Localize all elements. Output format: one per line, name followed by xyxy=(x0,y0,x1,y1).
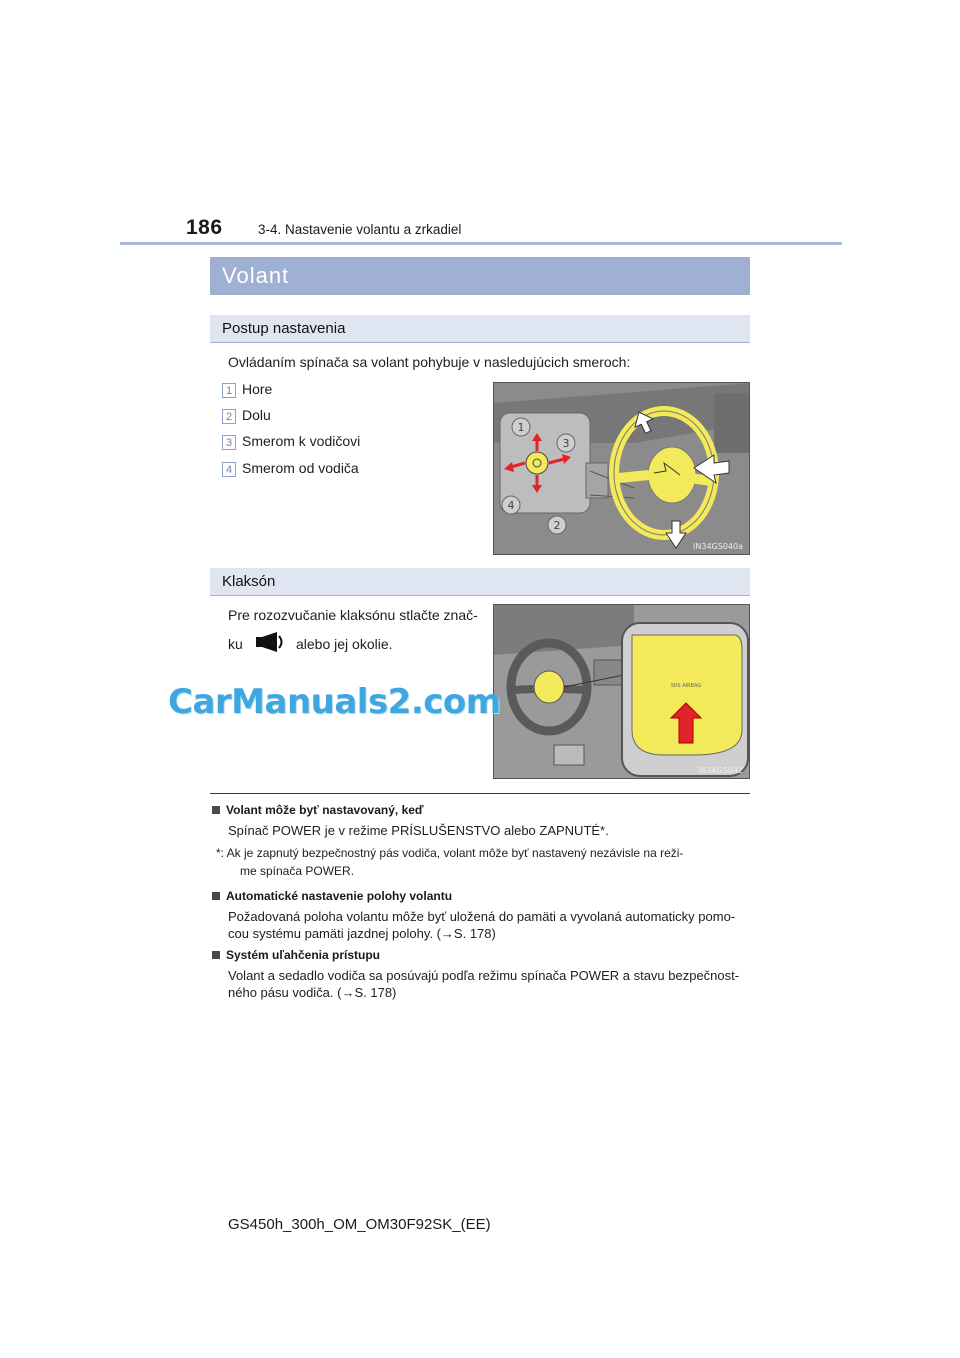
watermark-logo: CarManuals2.com xyxy=(168,682,501,722)
note-text: cou systému pamäti jazdnej polohy. (→S. 178) xyxy=(228,926,496,941)
header-divider xyxy=(120,242,842,245)
item-number-badge: 3 xyxy=(222,435,236,450)
document-code-footer: GS450h_300h_OM_OM30F92SK_(EE) xyxy=(228,1216,491,1233)
section-title-bar xyxy=(210,257,750,295)
section-title: Volant xyxy=(222,263,290,288)
figure-label: 1 xyxy=(517,421,525,434)
horn-text-line1: Pre rozozvučanie klaksónu stlačte znač- xyxy=(228,607,478,623)
figure-code: IN34GS042 xyxy=(697,766,743,775)
note-footnote-continued: me spínača POWER. xyxy=(240,864,355,878)
horn-heading-bar xyxy=(210,568,750,596)
item-label: Smerom od vodiča xyxy=(242,460,359,476)
breadcrumb: 3-4. Nastavenie volantu a zrkadiel xyxy=(258,222,462,237)
steering-adjust-drawing xyxy=(494,383,750,555)
figure-label: 2 xyxy=(553,519,561,532)
page-number: 186 xyxy=(186,216,223,239)
square-bullet-icon xyxy=(212,892,220,900)
horn-text-after: alebo jej okolie. xyxy=(296,636,393,652)
item-number-badge: 2 xyxy=(222,409,236,424)
figure-label: 3 xyxy=(562,437,570,450)
item-label: Dolu xyxy=(242,407,271,423)
note-heading-text: Automatické nastavenie polohy volantu xyxy=(226,889,453,903)
adjust-heading: Postup nastavenia xyxy=(222,320,346,337)
note-text: Spínač POWER je v režime PRÍSLUŠENSTVO alebo ZAPNUTÉ*. xyxy=(228,823,609,838)
note-text: Volant a sedadlo vodiča sa posúvajú podľa režimu spínača POWER a stavu bezpečnost- xyxy=(228,968,740,983)
square-bullet-icon xyxy=(212,951,220,959)
note-heading xyxy=(212,948,380,962)
adjust-intro: Ovládaním spínača sa volant pohybuje v nasledujúcich smeroch: xyxy=(228,354,631,370)
item-label: Hore xyxy=(242,381,273,397)
horn-heading: Klaksón xyxy=(222,573,276,590)
note-footnote: *: Ak je zapnutý bezpečnostný pás vodiča, volant môže byť nastavený nezávisle na reži- xyxy=(216,846,684,860)
steering-adjust-illustration xyxy=(493,382,750,555)
note-heading-text: Systém uľahčenia prístupu xyxy=(226,948,380,962)
item-number-badge: 1 xyxy=(222,383,236,398)
note-text: ného pásu vodiča. (→S. 178) xyxy=(228,985,397,1000)
adjust-heading-bar xyxy=(210,315,750,343)
note-heading xyxy=(212,803,424,817)
item-label: Smerom k vodičovi xyxy=(242,433,361,449)
horn-icon xyxy=(253,631,287,653)
note-heading xyxy=(212,889,452,903)
airbag-label: SRS AIRBAG xyxy=(670,683,702,689)
note-heading-text: Volant môže byť nastavovaný, keď xyxy=(226,803,424,817)
figure-code: IN34GS040a xyxy=(693,542,743,551)
horn-text-ku: ku xyxy=(228,636,243,652)
item-number-badge: 4 xyxy=(222,462,236,477)
note-text: Požadovaná poloha volantu môže byť uložená do pamäti a vyvolaná automaticky pomo- xyxy=(228,909,736,924)
square-bullet-icon xyxy=(212,806,220,814)
notes-divider xyxy=(210,793,750,794)
figure-label: 4 xyxy=(507,499,515,512)
horn-illustration xyxy=(493,604,750,779)
